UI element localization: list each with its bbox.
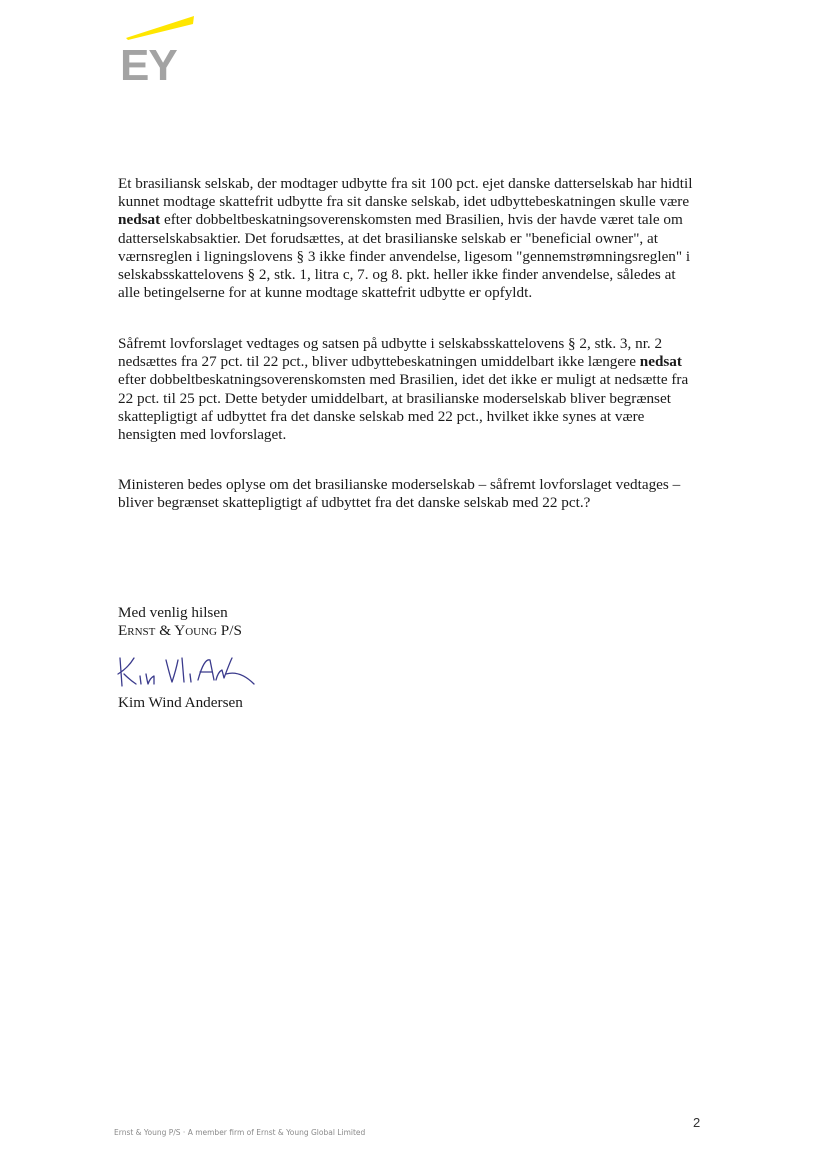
ey-logo bbox=[120, 16, 196, 88]
signer-name: Kim Wind Andersen bbox=[118, 694, 243, 711]
footer-text: Ernst & Young P/S · A member firm of Ernst & Young Global Limited bbox=[114, 1128, 366, 1137]
closing-block bbox=[118, 604, 242, 640]
paragraph-1-part-a: Et brasiliansk selskab, der modtager udbytte fra sit 100 pct. ejet danske datterselskab har hidtil kunnet modtage skattefrit udbytte fra sit danske selskab, idet udbyttebeskatningen skulle være bbox=[118, 175, 693, 211]
page-number: 2 bbox=[693, 1115, 701, 1130]
company-name: Ernst & Young P/S bbox=[118, 622, 242, 639]
logo-beam-icon bbox=[126, 16, 196, 42]
paragraph-1 bbox=[118, 175, 694, 302]
signature-icon bbox=[114, 650, 264, 692]
paragraph-2-bold: nedsat bbox=[639, 353, 682, 371]
paragraph-2 bbox=[118, 335, 694, 444]
logo-text: EY bbox=[120, 41, 177, 90]
paragraph-2-part-a: Såfremt lovforslaget vedtages og satsen på udbytte i selskabsskattelovens § 2, stk. 3, nr. 2 nedsættes fra 27 pct. til 22 pct., bliver udbyttebeskatningen umiddelbart ikke længere bbox=[118, 335, 663, 371]
paragraph-1-part-b: efter dobbeltbeskatningsoverenskomsten med Brasilien, hvis der havde været tale om datterselskabsaktier. Det forudsættes, at det brasilianske selskab er "beneficial owner", at værnsreglen i ligningslovens § 3 ikke finder anvendelse, ligesom "gennemstrømningsreglen" i selskabsskattelovens § 2, stk. 1, litra c, 7. og 8. pkt. heller ikke finder anvendelse, således at alle betingelserne for at kunne modtage skattefrit udbytte er opfyldt. bbox=[118, 211, 691, 302]
closing-greeting: Med venlig hilsen bbox=[118, 604, 228, 621]
paragraph-1-bold: nedsat bbox=[118, 211, 161, 229]
paragraph-2-part-b: efter dobbeltbeskatningsoverenskomsten med Brasilien, idet det ikke er muligt at nedsætte fra 22 pct. til 25 pct. Dette betyder umiddelbart, at brasilianske moderselskab bliver begrænset skattepligtigt af udbyttet fra det danske selskab med 22 pct., hvilket ikke synes at være hensigten med lovforslaget. bbox=[118, 371, 689, 444]
paragraph-3: Ministeren bedes oplyse om det brasilianske moderselskab – såfremt lovforslaget vedtages – bliver begrænset skattepligtigt af udbyttet fra det danske selskab med 22 pct.? bbox=[118, 476, 681, 512]
